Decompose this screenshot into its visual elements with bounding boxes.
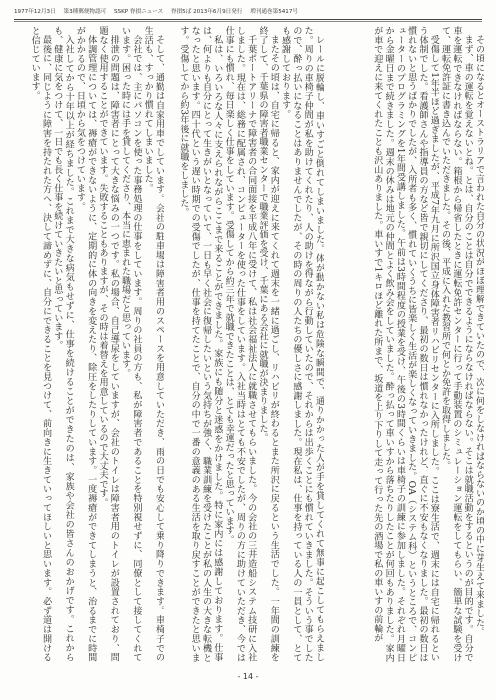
header-rule — [14, 19, 482, 20]
header-issue: 脊損5ば 2013年6月9日発行 — [170, 9, 243, 15]
header-date: 1977年12月3日 — [14, 9, 56, 15]
header-publication: SSKP 脊損ニュース — [113, 9, 164, 15]
paragraph: 入社してから十年以上が経ちました。これまで大きな病気もせずに、仕事を続けることができたのは、家族や会社の皆さんのおかげです。これからも、健康に気をつけて、一日でも長く仕事を続けていきたいと思っています。 — [52, 26, 74, 662]
page-header — [14, 6, 482, 18]
header-number: 増刊通巻第5417号 — [250, 9, 299, 15]
text-column-middle — [172, 26, 324, 662]
paragraph: 最後に、同じように障害を持たれた方へ、決して諦めずに、自分にできることを見つけて、前向きに生きていってほしいと思います。必ず道は開けると信じています。 — [29, 26, 52, 662]
paragraph: レールに脱輪し、車いすごと倒れてしまいました。体が動かない私は危険な瞬間で、通りかかった人が手を貸してくれて無事に起こしてもらえました。周りの車椅子仲間が私を助けてくれたり、人の助けを得ながら行動していたので、それからは出歩くことにも慣れていきました。そういう事でしたので、酔っ払いになることはありませんでしたが、その時の周りの人たちの優しさに感謝しました。現在私は、仕事を持っている人の一員として、とても感謝しております。 — [280, 26, 324, 662]
paragraph: 会社では、主にパソコンを使った事務処理の仕事をしています。周りの社員の方も、私が障害者であることを特別視せずに、同僚として接してくれています。困った時には手を貸してくださり、本当に恵まれた職場だと思っています。 — [120, 26, 142, 662]
page-number: - 14 - — [237, 672, 259, 681]
paragraph: そして、通勤は自家用車でしています。会社の駐車場は障害者用のスペースを用意していただき、雨の日でも安心して乗り降りできます。車椅子での生活も、すっかり慣れてしまいました。 — [142, 26, 164, 662]
paragraph: 受傷して1年半ほど過ぎましたが、平成7年九月に所沢国立身体障害者リハビリセンターに入所しました。ここは寮生活で、週末には自宅に帰れるという体制でした。看護師さんや指導員の方など皆で親切にしてくださり、最初の数日は慣れなかったけれど、直ぐに不安もなくなりました。最初の数日は慣れないと思うばかりでしたが、入所者も多く、慣れていくうちに皆楽しく生活が楽しくなっていきました。OA（システム科）というところで、コンピューターのプログラミングを1年間受講しました。午前は3時間程度の授業を受け、午後の3時間くらいは車椅子の訓練に参加しました。それぞれ月曜日から金曜日まで続きました。週末の休みは地元の仲間とよく飲み会をしていました。酔っ払って車いすから落ちたりしたことが何回もありました。家内が車で迎えに来てくれたことも沢山ありました。車いすで1キロほど離れた所まで、坂道を上り下りして走って行った先の酒場で私の車いすの前輪が — [372, 26, 439, 662]
paragraph: またその頃は、自宅に帰ると、家内が迎えに来てくれて週末を一緒に過ごし、リハビリが終わるとまた所沢に戻るという生活でした。一年間の訓練を終了して、千葉県の障害者職業センターで職業評価を受け、千葉にある会社に就職が決まりました。 — [257, 26, 279, 662]
paragraph: 体調管理については、褥瘡ができないように、定期的に体の向きを変えたり、除圧をしたりしています。一度褥瘡ができてしまうと、治るまでに時間がかかるので、日頃から気をつけています。 — [74, 26, 97, 662]
paragraph: まず、車の運転を覚えないとね。とは、自分のことは自分でできるようにならなければならない。そこは就職活動をするというのが目的です。自分で車を運転できなければならない。箱根から帰省したときに運転免許センターに行って手動装置のシミュレーション運転をしてもらい、簡単な試験を受けて、運転免許証に書き込んでいただきました。その後、平成に入れた教習所で何とか免許を取得しました。 — [440, 26, 473, 662]
header-mail-class: 第3種郵便物認可 — [63, 9, 107, 15]
paragraph: 排泄の問題は、障害者にとって大きな悩みの一つです。私の場合、自己導尿をしていますが、会社のトイレは障害者用のトイレが設置されており、問題なく使用することができています。失敗することもありますが、その時は着替えを用意しているので大丈夫です。 — [97, 26, 119, 662]
paragraph: 千葉ポートアリーナで障害者の合同面接を平成八年に受けて、私は社会福祉法人に就職させてもらいました。今の会社の三井造船システム技研に入社しました。現在は、総務に配属され、コンピューターを使った仕事をしています。入社当時はとても不安でしたが、周りの方に助けていただき、今では仕事にも慣れ、毎日楽しく仕事をしています。受傷してから約三年で就職できたことは、とても幸運だったと思っています。 — [223, 26, 257, 662]
text-column-right — [332, 26, 484, 662]
text-column-left — [12, 26, 164, 662]
header-rule-thin — [14, 21, 482, 22]
paragraph: その頃になるとオーストラリアで言われた自分の状況がほぼ理解できていたので、次に何をしなければならないのか頃の中に芽生えて来ました。 — [474, 35, 484, 637]
paragraph: 私は、いろいろな人々に支えられながらここまで来ることができました。家族にも随分と迷惑をかけました。特に家内には感謝しております。仕事は、何よりも自分にとって生きがいとなっていて、一日も早く社会に復帰したいという気持ちが強く、職業訓練を受けたことが私の人生の大きな転機となったと思います。四十代という遅い時期での受傷でしたが、仕事を持てたことで、自分の中で一番の意義のある生活を取り戻すことができたと思います。受傷してから約3年後に就職をしました。 — [178, 26, 223, 662]
